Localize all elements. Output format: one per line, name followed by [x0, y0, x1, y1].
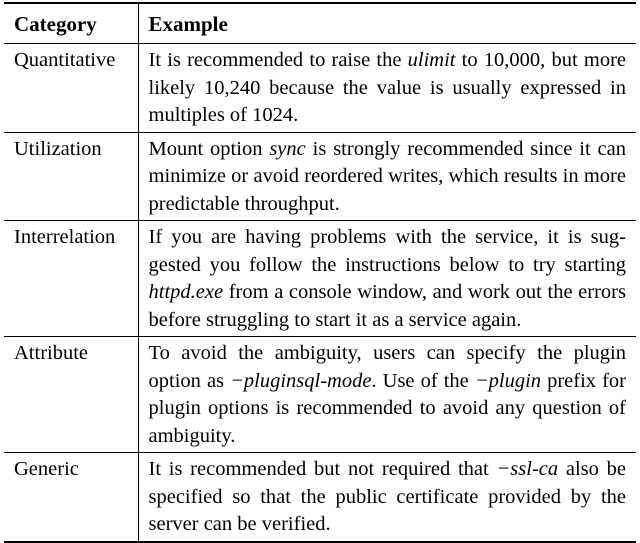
example-code-term: −plugin	[474, 369, 542, 392]
category-cell: Quantitative	[4, 44, 138, 133]
table-row	[4, 221, 636, 337]
example-text: also be specified so that the public certificate provided by the server can be verified.	[148, 458, 626, 535]
example-cell	[138, 132, 636, 221]
table-header	[4, 3, 636, 44]
table-row	[4, 44, 636, 133]
table-body	[4, 44, 636, 542]
example-text: To avoid the ambiguity, users can specify the plugin option as	[148, 342, 626, 392]
example-text: prefix for plugin options is recommended to avoid any question of ambiguity.	[148, 369, 626, 447]
table-row	[4, 132, 636, 221]
category-cell: Attribute	[4, 337, 138, 453]
example-text: It is recommended to raise the	[148, 49, 408, 71]
example-code-term: ulimit	[407, 49, 456, 71]
example-text: to 10,000, but more likely 10,240 because the value is usually expressed in multiples of 1024.	[148, 49, 627, 126]
category-column-header: Category	[4, 3, 138, 44]
example-code-term: sync	[269, 137, 306, 160]
recommendation-table-container	[4, 2, 636, 543]
example-text: is strongly recommended since it can minimize or avoid reordered writes, which results in more predictable throughput.	[148, 137, 626, 215]
example-cell	[138, 453, 636, 542]
table-row	[4, 337, 636, 453]
example-cell	[138, 337, 636, 453]
example-code-term: httpd.exe	[148, 281, 224, 303]
example-cell	[138, 44, 636, 133]
header-row	[4, 3, 636, 44]
example-code-term: −pluginsql-mode	[230, 369, 372, 392]
recommendation-category-table	[4, 2, 636, 543]
category-cell: Utilization	[4, 132, 138, 221]
example-code-term: −ssl-ca	[496, 458, 559, 480]
example-text: If you are having problems with the service, it is suggested you follow the instructions below to try starting	[148, 226, 626, 276]
example-text: Mount option	[148, 137, 270, 160]
category-cell: Generic	[4, 453, 138, 542]
category-cell: Interrelation	[4, 221, 138, 337]
table-row	[4, 453, 636, 542]
example-column-header: Example	[148, 12, 228, 36]
example-cell	[138, 221, 636, 337]
example-text: . Use of the	[371, 369, 475, 392]
example-text: It is recommended but not required that	[148, 458, 497, 480]
example-text: from a console window, and work out the errors before struggling to start it as a service again.	[148, 281, 626, 331]
